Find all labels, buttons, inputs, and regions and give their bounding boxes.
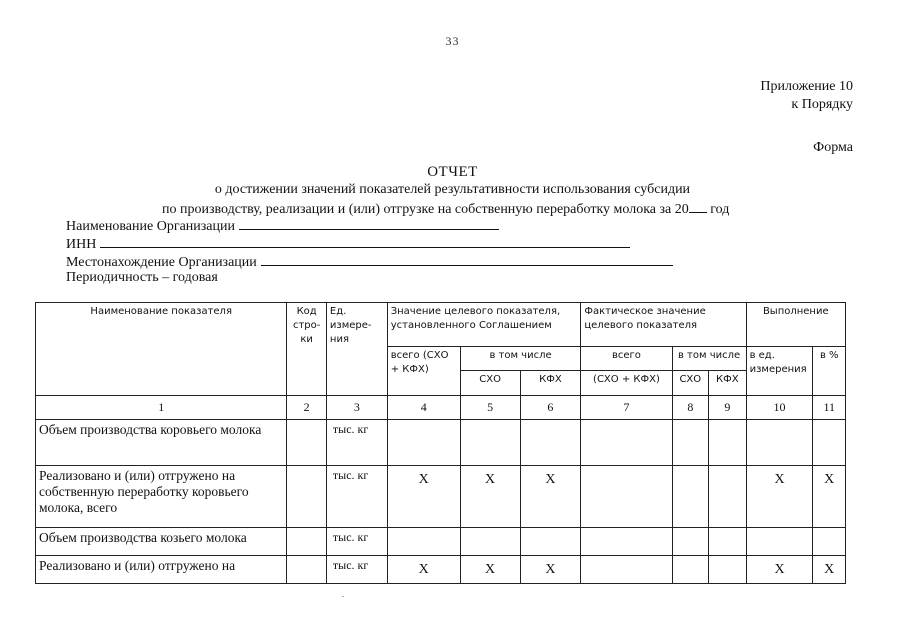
target-total-cell: Х bbox=[387, 466, 460, 528]
unit-cell: тыс. кг bbox=[326, 528, 387, 556]
column-number: 9 bbox=[709, 396, 747, 420]
actual-total-cell bbox=[581, 528, 672, 556]
target-kfh-cell: Х bbox=[520, 556, 581, 584]
unit-cell: тыс. кг bbox=[326, 556, 387, 584]
line-code bbox=[287, 556, 327, 584]
execution-units-cell: Х bbox=[746, 556, 813, 584]
location-label: Местонахождение Организации bbox=[66, 255, 257, 270]
column-number: 6 bbox=[520, 396, 581, 420]
execution-percent-cell bbox=[813, 528, 846, 556]
actual-sho-cell bbox=[672, 528, 708, 556]
org-name-blank bbox=[239, 216, 499, 230]
unit-cell: тыс. кг bbox=[326, 420, 387, 466]
unit-cell: тыс. кг bbox=[326, 466, 387, 528]
inn-blank bbox=[100, 234, 630, 248]
execution-percent-cell bbox=[813, 420, 846, 466]
header-target-sho: СХО bbox=[460, 371, 520, 396]
actual-kfh-cell bbox=[709, 466, 747, 528]
target-total-cell: Х bbox=[387, 556, 460, 584]
target-kfh-cell: Х bbox=[520, 466, 581, 528]
report-table bbox=[35, 302, 846, 584]
actual-kfh-cell bbox=[709, 528, 747, 556]
inn-label: ИНН bbox=[66, 237, 97, 252]
header-actual-sho: СХО bbox=[672, 371, 708, 396]
line-code bbox=[287, 528, 327, 556]
indicator-name: Реализовано и (или) отгружено на bbox=[36, 556, 287, 584]
table-row bbox=[36, 466, 846, 528]
form-label: Форма bbox=[813, 140, 853, 155]
column-number: 4 bbox=[387, 396, 460, 420]
year-blank bbox=[689, 200, 707, 213]
table-row bbox=[36, 528, 846, 556]
actual-sho-cell bbox=[672, 420, 708, 466]
actual-kfh-cell bbox=[709, 420, 747, 466]
line-code bbox=[287, 420, 327, 466]
column-number: 2 bbox=[287, 396, 327, 420]
column-number: 11 bbox=[813, 396, 846, 420]
header-in-percent: в % bbox=[813, 347, 846, 396]
column-number: 3 bbox=[326, 396, 387, 420]
target-total-cell bbox=[387, 420, 460, 466]
target-sho-cell bbox=[460, 528, 520, 556]
column-number: 7 bbox=[581, 396, 672, 420]
column-number: 8 bbox=[672, 396, 708, 420]
actual-sho-cell bbox=[672, 466, 708, 528]
target-kfh-cell bbox=[520, 420, 581, 466]
execution-units-cell: Х bbox=[746, 466, 813, 528]
header-actual-total-sub: (СХО + КФХ) bbox=[581, 371, 672, 396]
subtitle-year-word: год bbox=[706, 202, 730, 217]
annex-reference: к Порядку bbox=[791, 97, 853, 112]
actual-total-cell bbox=[581, 420, 672, 466]
line-code bbox=[287, 466, 327, 528]
target-sho-cell bbox=[460, 420, 520, 466]
actual-sho-cell bbox=[672, 556, 708, 584]
actual-total-cell bbox=[581, 556, 672, 584]
header-target-including: в том числе bbox=[460, 347, 581, 371]
target-kfh-cell bbox=[520, 528, 581, 556]
table-row bbox=[36, 556, 846, 584]
periodicity-field: Периодичность – годовая bbox=[66, 270, 218, 285]
org-name-label: Наименование Организации bbox=[66, 219, 235, 234]
subtitle-text: по производству, реализации и (или) отгрузке на собственную переработку молока за 20 bbox=[162, 202, 689, 217]
target-total-cell bbox=[387, 528, 460, 556]
header-indicator-name: Наименование показателя bbox=[36, 303, 287, 396]
header-unit: Ед. измере-ния bbox=[326, 303, 387, 396]
header-target-value: Значение целевого показателя, установленного Соглашением bbox=[387, 303, 581, 347]
header-in-units: в ед. измерения bbox=[746, 347, 813, 396]
header-target-total: всего (СХО + КФХ) bbox=[387, 347, 460, 396]
header-actual-including: в том числе bbox=[672, 347, 746, 371]
execution-units-cell bbox=[746, 528, 813, 556]
location-blank bbox=[261, 252, 673, 266]
header-line-code: Код стро-ки bbox=[287, 303, 327, 396]
indicator-name: Объем производства козьего молока bbox=[36, 528, 287, 556]
column-number-row bbox=[36, 396, 846, 420]
column-number: 1 bbox=[36, 396, 287, 420]
inn-field bbox=[66, 234, 630, 253]
location-field bbox=[66, 252, 673, 271]
column-number: 5 bbox=[460, 396, 520, 420]
execution-percent-cell: Х bbox=[813, 466, 846, 528]
page-number: 33 bbox=[445, 34, 460, 48]
column-number: 10 bbox=[746, 396, 813, 420]
header-actual-value: Фактическое значение целевого показателя bbox=[581, 303, 746, 347]
actual-kfh-cell bbox=[709, 556, 747, 584]
target-sho-cell: Х bbox=[460, 556, 520, 584]
org-name-field bbox=[66, 216, 499, 235]
header-actual-kfh: КФХ bbox=[709, 371, 747, 396]
report-subtitle-line1: о достижении значений показателей результативности использования субсидии bbox=[214, 182, 691, 197]
header-execution: Выполнение bbox=[746, 303, 845, 347]
header-target-kfh: КФХ bbox=[520, 371, 581, 396]
indicator-name: Объем производства коровьего молока bbox=[36, 420, 287, 466]
target-sho-cell: Х bbox=[460, 466, 520, 528]
annex-number: Приложение 10 bbox=[760, 79, 853, 94]
table-row bbox=[36, 420, 846, 466]
execution-percent-cell: Х bbox=[813, 556, 846, 584]
indicator-name: Реализовано и (или) отгружено на собственную переработку коровьего молока, всего bbox=[36, 466, 287, 528]
report-title: ОТЧЕТ bbox=[427, 164, 478, 180]
actual-total-cell bbox=[581, 466, 672, 528]
header-actual-total: всего bbox=[581, 347, 672, 371]
scan-speck bbox=[342, 596, 344, 597]
execution-units-cell bbox=[746, 420, 813, 466]
